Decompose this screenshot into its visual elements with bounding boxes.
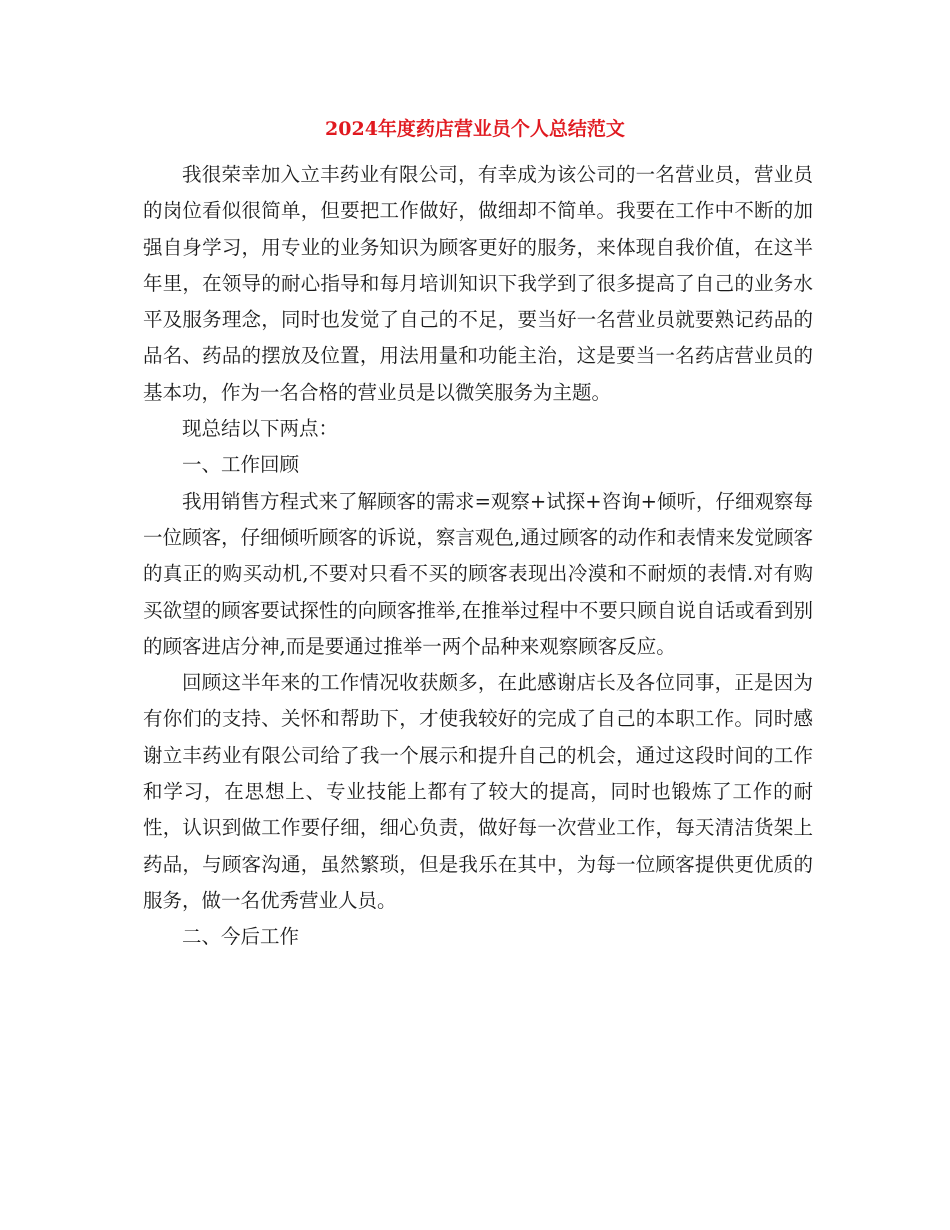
document-body [143,157,813,956]
section-heading-work-review: 一、工作回顾 [182,453,300,477]
paragraph-intro: 我很荣幸加入立丰药业有限公司，有幸成为该公司的一名营业员，营业员的岗位看似很简单，但要把工作做好，做细却不简单。我要在工作中不断的加强自身学习，用专业的业务知识为顾客更好的服务，来体现自我价值，在这半年里，在领导的耐心指导和每月培训知识下我学到了很多提高了自己的业务水平及服务理念，同时也发觉了自己的不足，要当好一名营业员就要熟记药品的品名、药品的摆放及位置，用法用量和功能主治，这是要当一名药店营业员的基本功，作为一名合格的营业员是以微笑服务为主题。 [143,163,813,404]
paragraph-summary-lead: 现总结以下两点： [182,417,339,441]
section-heading-future-work: 二、今后工作 [182,925,300,949]
document-title: 2024年度药店营业员个人总结范文 [325,118,625,140]
paragraph-sales-method: 我用销售方程式来了解顾客的需求=观察+试探+咨询+倾听，仔细观察每一位顾客，仔细倾听顾客的诉说，察言观色,通过顾客的动作和表情来发觉顾客的真正的购买动机,不要对只看不买的顾客表现出冷漠和不耐烦的表情.对有购买欲望的顾客要试探性的向顾客推举,在推举过程中不要只顾自说自话或看到别的顾客进店分神,而是要通过推举一两个品种来观察顾客反应。 [143,489,813,658]
paragraph-half-year-review: 回顾这半年来的工作情况收获颇多，在此感谢店长及各位同事，正是因为有你们的支持、关怀和帮助下，才使我较好的完成了自己的本职工作。同时感谢立丰药业有限公司给了我一个展示和提升自己的机会，通过这段时间的工作和学习，在思想上、专业技能上都有了较大的提高，同时也锻炼了工作的耐性，认识到做工作要仔细，细心负责，做好每一次营业工作，每天清洁货架上药品，与顾客沟通，虽然繁琐，但是我乐在其中，为每一位顾客提供更优质的服务，做一名优秀营业人员。 [143,671,813,912]
